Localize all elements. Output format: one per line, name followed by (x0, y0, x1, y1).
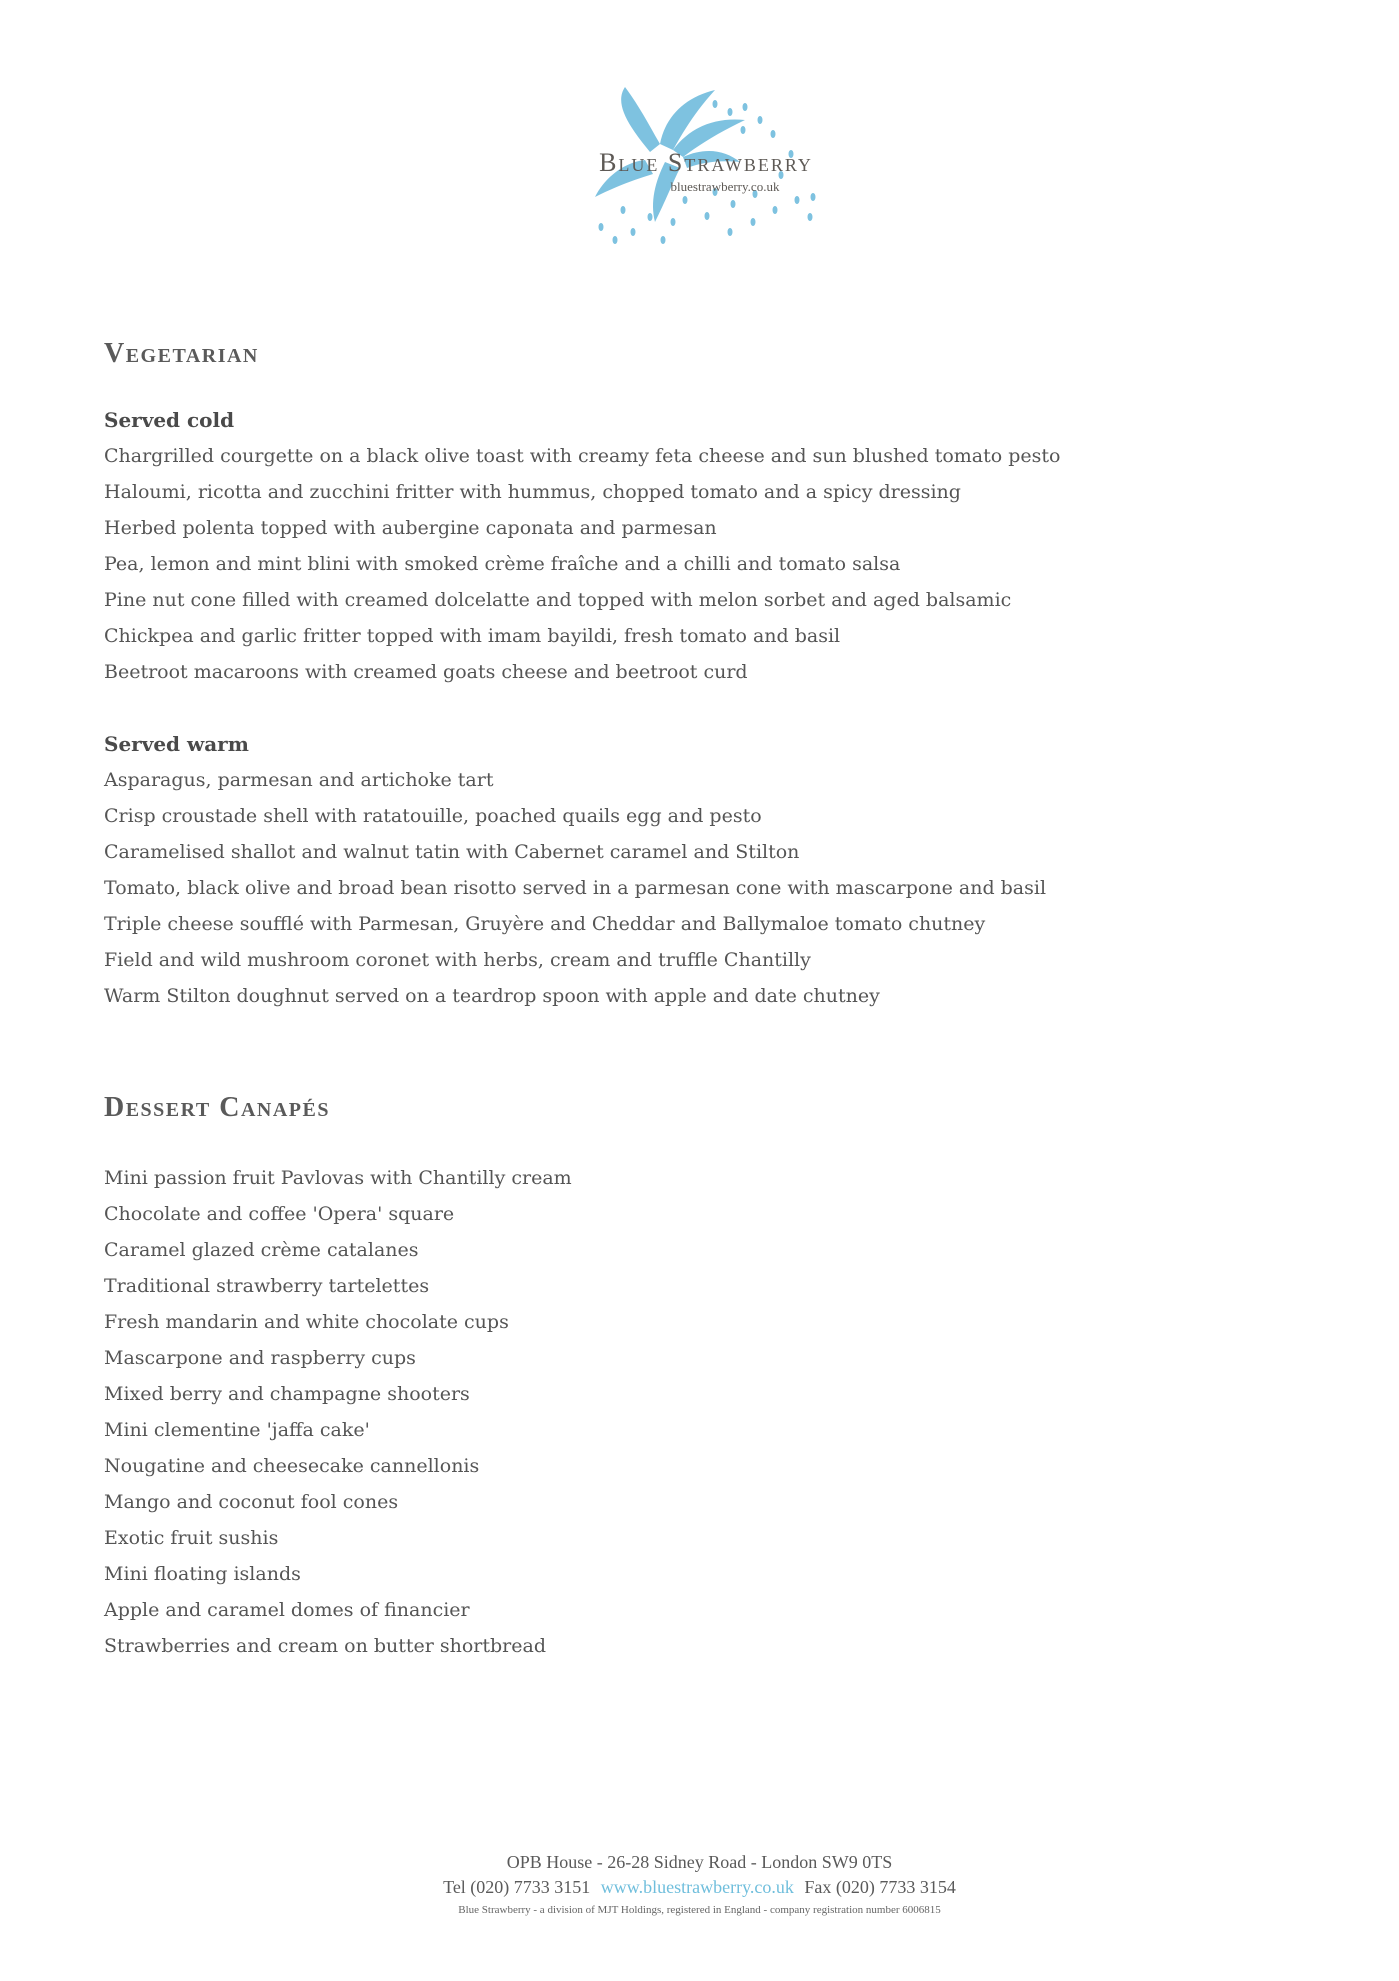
footer-fax: Fax (020) 7733 3154 (804, 1877, 956, 1897)
list-item: Beetroot macaroons with creamed goats cheese and beetroot curd (104, 661, 748, 683)
list-item: Tomato, black olive and broad bean risotto served in a parmesan cone with mascarpone and basil (104, 877, 1047, 899)
list-item: Traditional strawberry tartelettes (104, 1275, 430, 1297)
footer-address: OPB House - 26-28 Sidney Road - London SW9 0TS (506, 1852, 893, 1872)
list-item: Field and wild mushroom coronet with herbs, cream and truffle Chantilly (104, 949, 811, 971)
list-item: Triple cheese soufflé with Parmesan, Gruyère and Cheddar and Ballymaloe tomato chutney (104, 913, 986, 935)
list-dessert (104, 1160, 1284, 1664)
list-item: Haloumi, ricotta and zucchini fritter with hummus, chopped tomato and a spicy dressing (104, 481, 961, 503)
list-item: Pine nut cone filled with creamed dolcelatte and topped with melon sorbet and aged balsamic (104, 589, 1012, 611)
page-footer (0, 1850, 1399, 1920)
footer-contact (0, 1875, 1399, 1900)
list-item: Apple and caramel domes of financier (104, 1599, 470, 1621)
subheading-served-warm: Served warm (104, 732, 249, 756)
list-item: Exotic fruit sushis (104, 1527, 279, 1549)
footer-tel: Tel (020) 7733 3151 (443, 1877, 591, 1897)
brand-name: Blue Strawberry (599, 148, 813, 177)
section-title-vegetarian: Vegetarian (104, 338, 259, 369)
list-item: Chocolate and coffee 'Opera' square (104, 1203, 455, 1225)
list-item: Mini clementine 'jaffa cake' (104, 1419, 370, 1441)
list-item: Pea, lemon and mint blini with smoked crème fraîche and a chilli and tomato salsa (104, 553, 901, 575)
footer-legal: Blue Strawberry - a division of MJT Holdings, registered in England - company registration number 6006815 (458, 1904, 941, 1916)
list-cold (104, 438, 1284, 690)
list-item: Asparagus, parmesan and artichoke tart (104, 769, 494, 791)
list-item: Herbed polenta topped with aubergine caponata and parmesan (104, 517, 717, 539)
list-item: Chickpea and garlic fritter topped with imam bayildi, fresh tomato and basil (104, 625, 841, 647)
list-item: Mini passion fruit Pavlovas with Chantilly cream (104, 1167, 572, 1189)
list-item: Mascarpone and raspberry cups (104, 1347, 416, 1369)
list-item: Caramelised shallot and walnut tatin with Cabernet caramel and Stilton (104, 841, 800, 863)
list-item: Mixed berry and champagne shooters (104, 1383, 470, 1405)
list-warm (104, 762, 1284, 1014)
list-item: Strawberries and cream on butter shortbread (104, 1635, 547, 1657)
list-item: Caramel glazed crème catalanes (104, 1239, 419, 1261)
list-item: Mini floating islands (104, 1563, 301, 1585)
list-item: Warm Stilton doughnut served on a teardrop spoon with apple and date chutney (104, 985, 880, 1007)
footer-website-link[interactable]: www.bluestrawberry.co.uk (600, 1877, 794, 1897)
list-item: Crisp croustade shell with ratatouille, poached quails egg and pesto (104, 805, 762, 827)
subheading-served-cold: Served cold (104, 408, 235, 432)
list-item: Chargrilled courgette on a black olive toast with creamy feta cheese and sun blushed tomato pesto (104, 445, 1061, 467)
brand-logo (555, 82, 865, 252)
menu-content (104, 332, 1284, 1664)
section-title-dessert: Dessert Canapés (104, 1092, 330, 1123)
brand-url: bluestrawberry.co.uk (670, 179, 780, 194)
list-item: Fresh mandarin and white chocolate cups (104, 1311, 509, 1333)
list-item: Mango and coconut fool cones (104, 1491, 399, 1513)
list-item: Nougatine and cheesecake cannellonis (104, 1455, 480, 1477)
